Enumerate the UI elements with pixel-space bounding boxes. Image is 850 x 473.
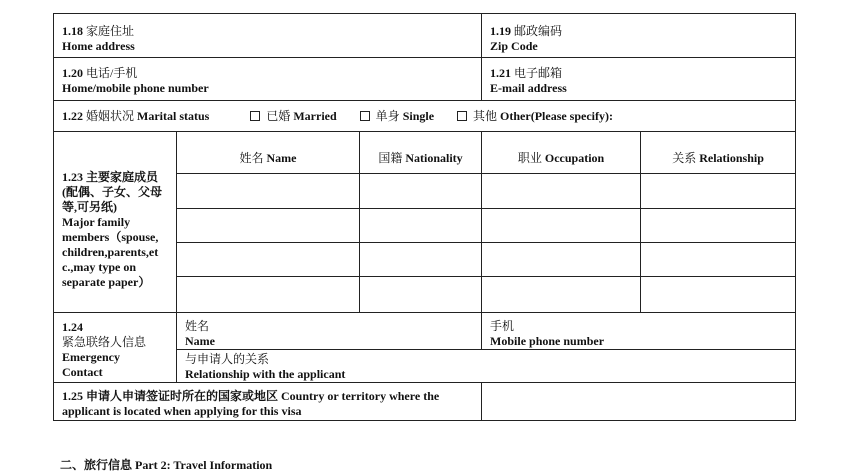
single-label-cn: 单身 xyxy=(375,109,400,123)
home-address-label-cn: 家庭住址 xyxy=(86,24,135,38)
emergency-contact-label xyxy=(54,313,177,383)
emergency-label-line: Emergency xyxy=(62,350,120,364)
header-name-en: Name xyxy=(266,151,297,165)
zip-code-label-en: Zip Code xyxy=(490,39,538,53)
emergency-name-field[interactable] xyxy=(177,313,482,350)
header-relationship-en: Relationship xyxy=(699,151,764,165)
family-label-line: c.,may type on xyxy=(62,260,136,274)
header-relationship-cn: 关系 xyxy=(672,151,697,165)
phone-number-label: 1.20 xyxy=(62,66,83,80)
checkbox-icon[interactable] xyxy=(360,111,370,121)
header-name-cn: 姓名 xyxy=(239,151,264,165)
family-cell-occupation[interactable] xyxy=(482,209,641,243)
zip-code-label-cn: 邮政编码 xyxy=(514,24,563,38)
emergency-mobile-cn: 手机 xyxy=(490,319,515,333)
emergency-relationship-field[interactable] xyxy=(177,350,796,383)
email-number-label: 1.21 xyxy=(490,66,512,80)
family-cell-nationality[interactable] xyxy=(360,174,482,209)
emergency-label-line: 1.24 xyxy=(62,320,83,334)
phone-label-en: Home/mobile phone number xyxy=(62,81,209,95)
country-label-en-line2: applicant is located when applying for this visa xyxy=(62,404,302,418)
emergency-relationship-cn: 与申请人的关系 xyxy=(185,352,270,366)
header-occupation-en: Occupation xyxy=(544,151,605,165)
checkbox-icon[interactable] xyxy=(457,111,467,121)
family-label-line: children,parents,et xyxy=(62,245,159,259)
family-cell-nationality[interactable] xyxy=(360,209,482,243)
family-label-line: 1.23 主要家庭成员 xyxy=(62,170,159,184)
emergency-label-line: 紧急联络人信息 xyxy=(62,335,147,349)
header-relationship xyxy=(641,132,796,174)
family-cell-occupation[interactable] xyxy=(482,243,641,277)
family-cell-nationality[interactable] xyxy=(360,243,482,277)
family-cell-relationship[interactable] xyxy=(641,277,796,313)
marital-option-single[interactable] xyxy=(360,109,434,124)
checkbox-icon[interactable] xyxy=(250,111,260,121)
emergency-mobile-en: Mobile phone number xyxy=(490,334,605,348)
country-label-en: Country or territory where the xyxy=(281,389,440,403)
email-label-cn: 电子邮箱 xyxy=(514,66,563,80)
marital-number: 1.22 xyxy=(62,109,83,123)
emergency-relationship-en: Relationship with the applicant xyxy=(185,367,346,381)
zip-code-number: 1.19 xyxy=(490,24,512,38)
zip-code-field[interactable] xyxy=(482,14,796,58)
header-nationality-en: Nationality xyxy=(405,151,463,165)
marital-option-married[interactable] xyxy=(250,109,336,124)
family-label-line: members（spouse, xyxy=(62,230,159,244)
married-label-en: Married xyxy=(293,109,337,123)
family-cell-occupation[interactable] xyxy=(482,277,641,313)
emergency-label-line: Contact xyxy=(62,365,103,379)
family-cell-relationship[interactable] xyxy=(641,209,796,243)
phone-field[interactable] xyxy=(54,58,482,101)
single-label-en: Single xyxy=(402,109,435,123)
country-field[interactable] xyxy=(482,383,796,421)
header-occupation xyxy=(482,132,641,174)
family-label-line: Major family xyxy=(62,215,131,229)
header-occupation-cn: 职业 xyxy=(517,151,542,165)
part2-heading: 二、旅行信息 Part 2: Travel Information xyxy=(60,458,273,472)
email-label-en: E-mail address xyxy=(490,81,567,95)
family-cell-name[interactable] xyxy=(177,277,360,313)
family-members-label xyxy=(54,132,177,313)
family-cell-name[interactable] xyxy=(177,209,360,243)
marital-label-cn: 婚姻状况 xyxy=(86,109,135,123)
family-cell-nationality[interactable] xyxy=(360,277,482,313)
home-address-field[interactable] xyxy=(54,14,482,58)
phone-label-cn: 电话/手机 xyxy=(86,66,138,80)
header-name xyxy=(177,132,360,174)
header-nationality xyxy=(360,132,482,174)
married-label-cn: 已婚 xyxy=(266,109,291,123)
emergency-name-cn: 姓名 xyxy=(185,319,210,333)
marital-option-other[interactable] xyxy=(457,109,613,124)
family-cell-relationship[interactable] xyxy=(641,174,796,209)
email-field[interactable] xyxy=(482,58,796,101)
family-label-line: 等,可另纸) xyxy=(62,200,117,214)
marital-label-en: Marital status xyxy=(137,109,210,123)
home-address-label-en: Home address xyxy=(62,39,135,53)
family-cell-name[interactable] xyxy=(177,243,360,277)
emergency-name-en: Name xyxy=(185,334,215,348)
family-label-line: separate paper） xyxy=(62,275,151,289)
other-label-en: Other(Please specify): xyxy=(500,109,614,123)
header-nationality-cn: 国籍 xyxy=(378,151,403,165)
emergency-mobile-field[interactable] xyxy=(482,313,796,350)
family-cell-occupation[interactable] xyxy=(482,174,641,209)
country-label-cn: 1.25 申请人申请签证时所在的国家或地区 xyxy=(62,389,279,403)
marital-status-row xyxy=(54,101,796,132)
family-cell-name[interactable] xyxy=(177,174,360,209)
country-label xyxy=(54,383,482,421)
personal-info-form xyxy=(53,13,796,421)
other-label-cn: 其他 xyxy=(473,109,498,123)
home-address-number: 1.18 xyxy=(62,24,83,38)
family-label-line: (配偶、子女、父母 xyxy=(62,185,162,199)
family-cell-relationship[interactable] xyxy=(641,243,796,277)
